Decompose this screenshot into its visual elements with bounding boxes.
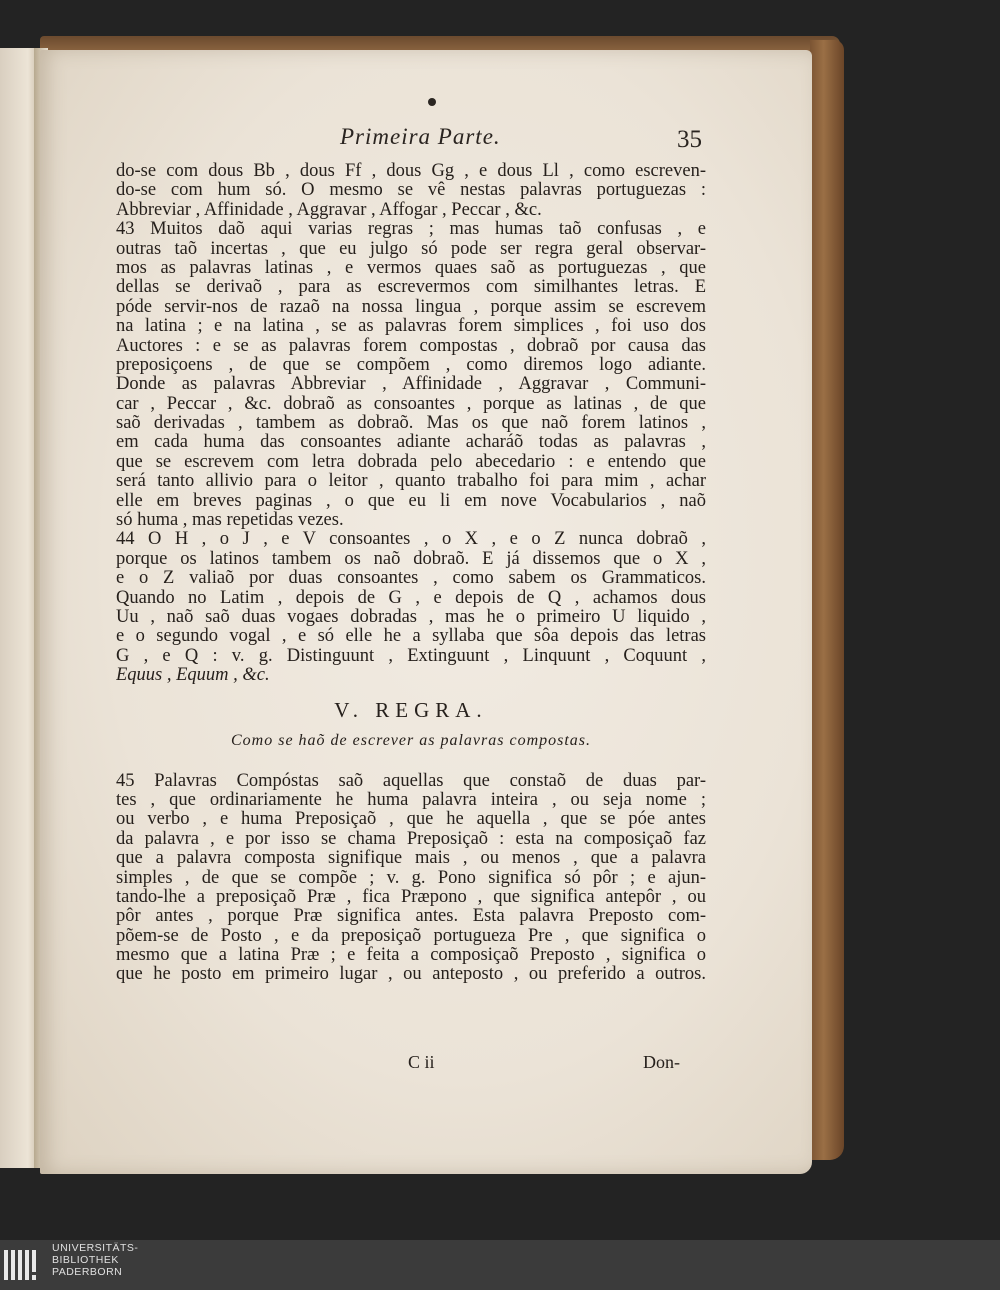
text-line: 45 Palavras Compóstas saõ aquellas que constaõ de duas par- [116, 771, 706, 791]
text-line: Donde as palavras Abbreviar , Affinidade , Aggravar , Communi- [116, 375, 706, 395]
text-line: dellas se derivaõ , para as escrevermos com similhantes letras. E [116, 278, 706, 298]
text-line: simples , de que se compõe ; v. g. Pono significa só pôr ; e ajun- [116, 868, 706, 888]
text-line: pôr antes , porque Præ significa antes. Esta palavra Preposto com- [116, 907, 706, 927]
text-line: na latina ; e na latina , se as palavras forem simplices , foi uso dos [116, 317, 706, 337]
library-footer-bar [0, 1240, 1000, 1290]
section-subheading: Como se haõ de escrever as palavras compostas. [230, 731, 592, 749]
signature-mark: C ii [408, 1052, 435, 1072]
text-line: G , e Q : v. g. Distinguunt , Extinguunt , Linquunt , Coquunt , [116, 646, 706, 666]
text-line: porque os latinos tambem os naõ dobraõ. E já dissemos que o X , [116, 549, 706, 569]
text-line: Uu , naõ saõ duas vogaes dobradas , mas he o primeiro U liquido , [116, 607, 706, 627]
text-line: do-se com dous Bb , dous Ff , dous Gg , e dous Ll , como escreven- [116, 162, 706, 181]
text-line: preposiçoens , de que se compõem , como diremos logo adiante. [116, 355, 706, 375]
text-line: que a palavra composta signifique mais , ou menos , que a palavra [116, 849, 706, 869]
text-line: e o segundo vogal , e só elle he a syllaba que sôa depois das letras [116, 627, 706, 647]
book-cover-edge [810, 40, 844, 1160]
text-line: saõ derivadas , tambem as dobraõ. Mas os que naõ forem latinos , [116, 414, 706, 434]
text-line: elle em breves paginas , o que eu li em nove Vocabularios , naõ [116, 491, 706, 511]
page-footer [116, 1052, 680, 1074]
section-heading: V. REGRA. [334, 697, 488, 722]
catchword: Don- [643, 1052, 680, 1072]
text-line: que se escrevem com letra dobrada pelo abecedario : e entendo que [116, 452, 706, 472]
text-line: 44 O H , o J , e V consoantes , o X , e o Z nunca dobraõ , [116, 530, 706, 550]
text-line: ou verbo , e huma Preposiçaõ , que he aquella , que se póe antes [116, 810, 706, 830]
text-line: Equus , Equum , &c. [116, 666, 270, 686]
running-head-title: Primeira Parte. [340, 124, 501, 149]
text-line: 43 Muitos daõ aqui varias regras ; mas humas taõ confusas , e [116, 220, 706, 240]
text-line: do-se com hum só. O mesmo se vê nestas palavras portuguezas : [116, 181, 706, 201]
running-head [110, 120, 710, 154]
library-name-line: PADERBORN [52, 1266, 123, 1278]
text-line: tando-lhe a preposiçaõ Præ , fica Præpono , que significa antepôr , ou [116, 887, 706, 907]
text-line: Abbreviar , Affinidade , Aggravar , Affogar , Peccar , &c. [116, 200, 542, 220]
text-line: Quando no Latim , depois de G , e depois de Q , achamos dous [116, 588, 706, 608]
text-line: mesmo que a latina Præ ; e feita a composiçaõ Preposto , significa o [116, 946, 706, 966]
text-line: em cada huma das consoantes adiante acharáõ todas as palavras , [116, 433, 706, 453]
text-line: será tanto allivio para o leitor , quanto trabalho foi para mim , achar [116, 472, 706, 492]
text-line: e o Z valiaõ por duas consoantes , como sabem os Grammaticos. [116, 569, 706, 589]
text-line: car , Peccar , &c. dobraõ as consoantes , porque as latinas , de que [116, 394, 706, 414]
text-line: só huma , mas repetidas vezes. [116, 511, 344, 531]
text-line: mos as palavras latinas , e vermos quaes saõ as portuguezas , que [116, 258, 706, 278]
library-name-line: BIBLIOTHEK [52, 1254, 119, 1266]
library-logo-icon [4, 1248, 46, 1282]
text-line: que he posto em primeiro lugar , ou anteposto , ou preferido a outros. [116, 965, 706, 985]
text-line: póde servir-nos de razaõ na nossa lingua , porque assim se escrevem [116, 297, 706, 317]
library-name-line: UNIVERSITÄTS- [52, 1242, 139, 1254]
text-line: tes , que ordinariamente he huma palavra inteira , ou seja nome ; [116, 790, 706, 810]
ink-dot [428, 98, 436, 106]
text-line: Auctores : e se as palavras forem compostas , dobraõ por causa das [116, 336, 706, 356]
text-line: da palavra , e por isso se chama Preposiçaõ : esta na composiçaõ faz [116, 829, 706, 849]
text-line: põem-se de Posto , e da preposiçaõ portugueza Pre , que significa o [116, 926, 706, 946]
text-line: outras taõ incertas , que eu julgo só pode ser regra geral observar- [116, 239, 706, 259]
page-number: 35 [677, 126, 702, 153]
library-name [52, 1242, 138, 1278]
body-text [116, 162, 706, 985]
